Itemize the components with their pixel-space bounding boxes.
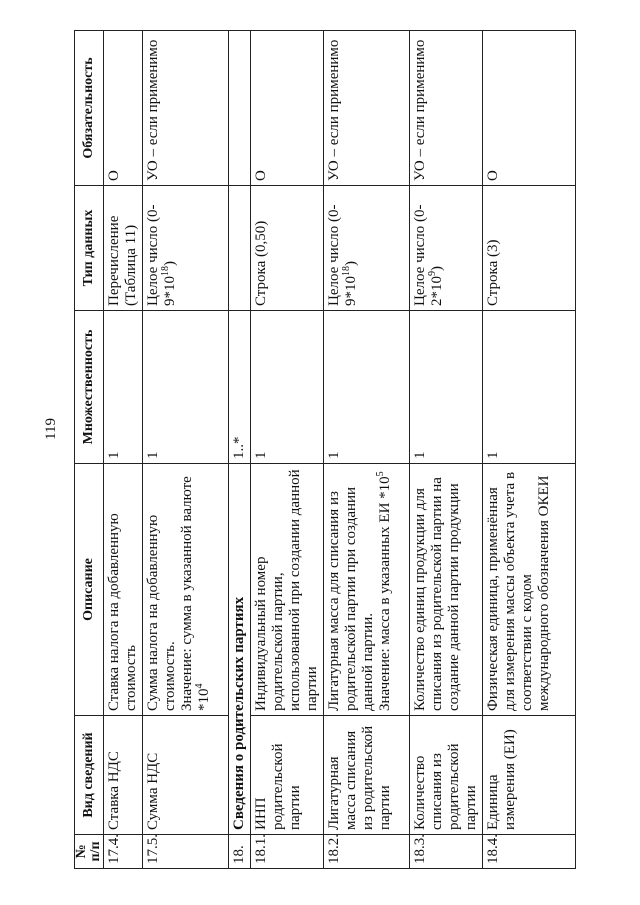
cell-description bbox=[324, 464, 410, 716]
header-kind: Вид сведений bbox=[75, 716, 104, 835]
cell-multiplicity: 1 bbox=[324, 311, 410, 464]
table-row bbox=[251, 31, 324, 869]
page-number: 119 bbox=[43, 418, 59, 440]
cell-num: 18. bbox=[229, 835, 251, 869]
cell-multiplicity: 1 bbox=[143, 311, 229, 464]
section-title: Сведения о родительских партиях bbox=[229, 464, 251, 835]
cell-data-type bbox=[324, 186, 410, 311]
cell-obligation: О bbox=[104, 31, 143, 186]
cell-description bbox=[143, 464, 229, 716]
cell-description: Индивидуальный номер родительской партии, использованной при создании данной партии bbox=[251, 464, 324, 716]
type-main: Целое число (0-2*10 bbox=[412, 204, 445, 306]
cell-multiplicity: 1 bbox=[104, 311, 143, 464]
cell-num: 18.3. bbox=[410, 835, 483, 869]
header-multiplicity: Множественность bbox=[75, 311, 104, 464]
type-exponent: 18 bbox=[160, 266, 171, 276]
cell-obligation: УО – если применимо bbox=[143, 31, 229, 186]
type-end: ) bbox=[162, 261, 178, 266]
table-row bbox=[324, 31, 410, 869]
type-end: ) bbox=[343, 261, 359, 266]
cell-num: 17.5. bbox=[143, 835, 229, 869]
description-value-main: Значение: сумма в указанной валюте *10 bbox=[179, 476, 212, 711]
table-row bbox=[410, 31, 483, 869]
cell-kind: Лигатурная масса списания из родительской партии bbox=[324, 716, 410, 835]
description-value-text bbox=[179, 468, 213, 711]
cell-obligation: УО – если применимо bbox=[324, 31, 410, 186]
type-end: ) bbox=[429, 266, 445, 271]
document-table-wrapper bbox=[74, 31, 576, 869]
cell-obligation: О bbox=[483, 31, 576, 186]
cell-multiplicity: 1..* bbox=[229, 311, 251, 464]
cell-num: 18.1. bbox=[251, 835, 324, 869]
cell-kind: Сумма НДС bbox=[143, 716, 229, 835]
cell-description: Физическая единица, применённая для измерения массы объекта учета в соответствии с кодом международного обозначения ОКЕИ bbox=[483, 464, 576, 716]
cell-description: Ставка налога на добавленную стоимость bbox=[104, 464, 143, 716]
cell-kind: Единица измерения (ЕИ) bbox=[483, 716, 576, 835]
table-row bbox=[483, 31, 576, 869]
cell-obligation: УО – если применимо bbox=[410, 31, 483, 186]
type-exponent: 18 bbox=[341, 266, 352, 276]
type-exponent: 9 bbox=[427, 271, 438, 276]
type-main: Целое число (0-9*10 bbox=[145, 204, 178, 306]
header-num: № п/п bbox=[75, 835, 104, 869]
cell-data-type bbox=[143, 186, 229, 311]
description-exponent: 5 bbox=[375, 471, 386, 477]
cell-multiplicity: 1 bbox=[483, 311, 576, 464]
header-data-type: Тип данных bbox=[75, 186, 104, 311]
description-exponent: 4 bbox=[194, 683, 205, 689]
description-value-main: Значение: масса в указанных ЕИ *10 bbox=[377, 476, 393, 711]
type-main: Целое число (0-9*10 bbox=[326, 204, 359, 306]
cell-num: 18.4. bbox=[483, 835, 576, 869]
cell-multiplicity: 1 bbox=[251, 311, 324, 464]
description-text: Лигатурная масса для списания из родительской партии при создании данной партии. bbox=[326, 486, 376, 711]
table-row bbox=[143, 31, 229, 869]
cell-multiplicity: 1 bbox=[410, 311, 483, 464]
cell-num: 17.4. bbox=[104, 835, 143, 869]
cell-obligation bbox=[229, 31, 251, 186]
cell-data-type: Строка (0,50) bbox=[251, 186, 324, 311]
description-value-text bbox=[377, 468, 394, 711]
cell-description: Количество единиц продукции для списания из родительской партии на создание данной партии продукции bbox=[410, 464, 483, 716]
table-header-row bbox=[75, 31, 104, 869]
cell-data-type: Перечисление (Таблица 11) bbox=[104, 186, 143, 311]
cell-kind: Ставка НДС bbox=[104, 716, 143, 835]
cell-kind: Количество списания из родительской партии bbox=[410, 716, 483, 835]
description-text: Сумма налога на добавленную стоимость. bbox=[145, 514, 178, 711]
cell-data-type bbox=[229, 186, 251, 311]
cell-data-type: Строка (3) bbox=[483, 186, 576, 311]
cell-data-type bbox=[410, 186, 483, 311]
cell-num: 18.2. bbox=[324, 835, 410, 869]
header-obligation: Обязательность bbox=[75, 31, 104, 186]
header-description: Описание bbox=[75, 464, 104, 716]
cell-obligation: О bbox=[251, 31, 324, 186]
table-row bbox=[104, 31, 143, 869]
cell-kind: ИНП родительской партии bbox=[251, 716, 324, 835]
section-row bbox=[229, 31, 251, 869]
requirements-table bbox=[74, 30, 576, 869]
